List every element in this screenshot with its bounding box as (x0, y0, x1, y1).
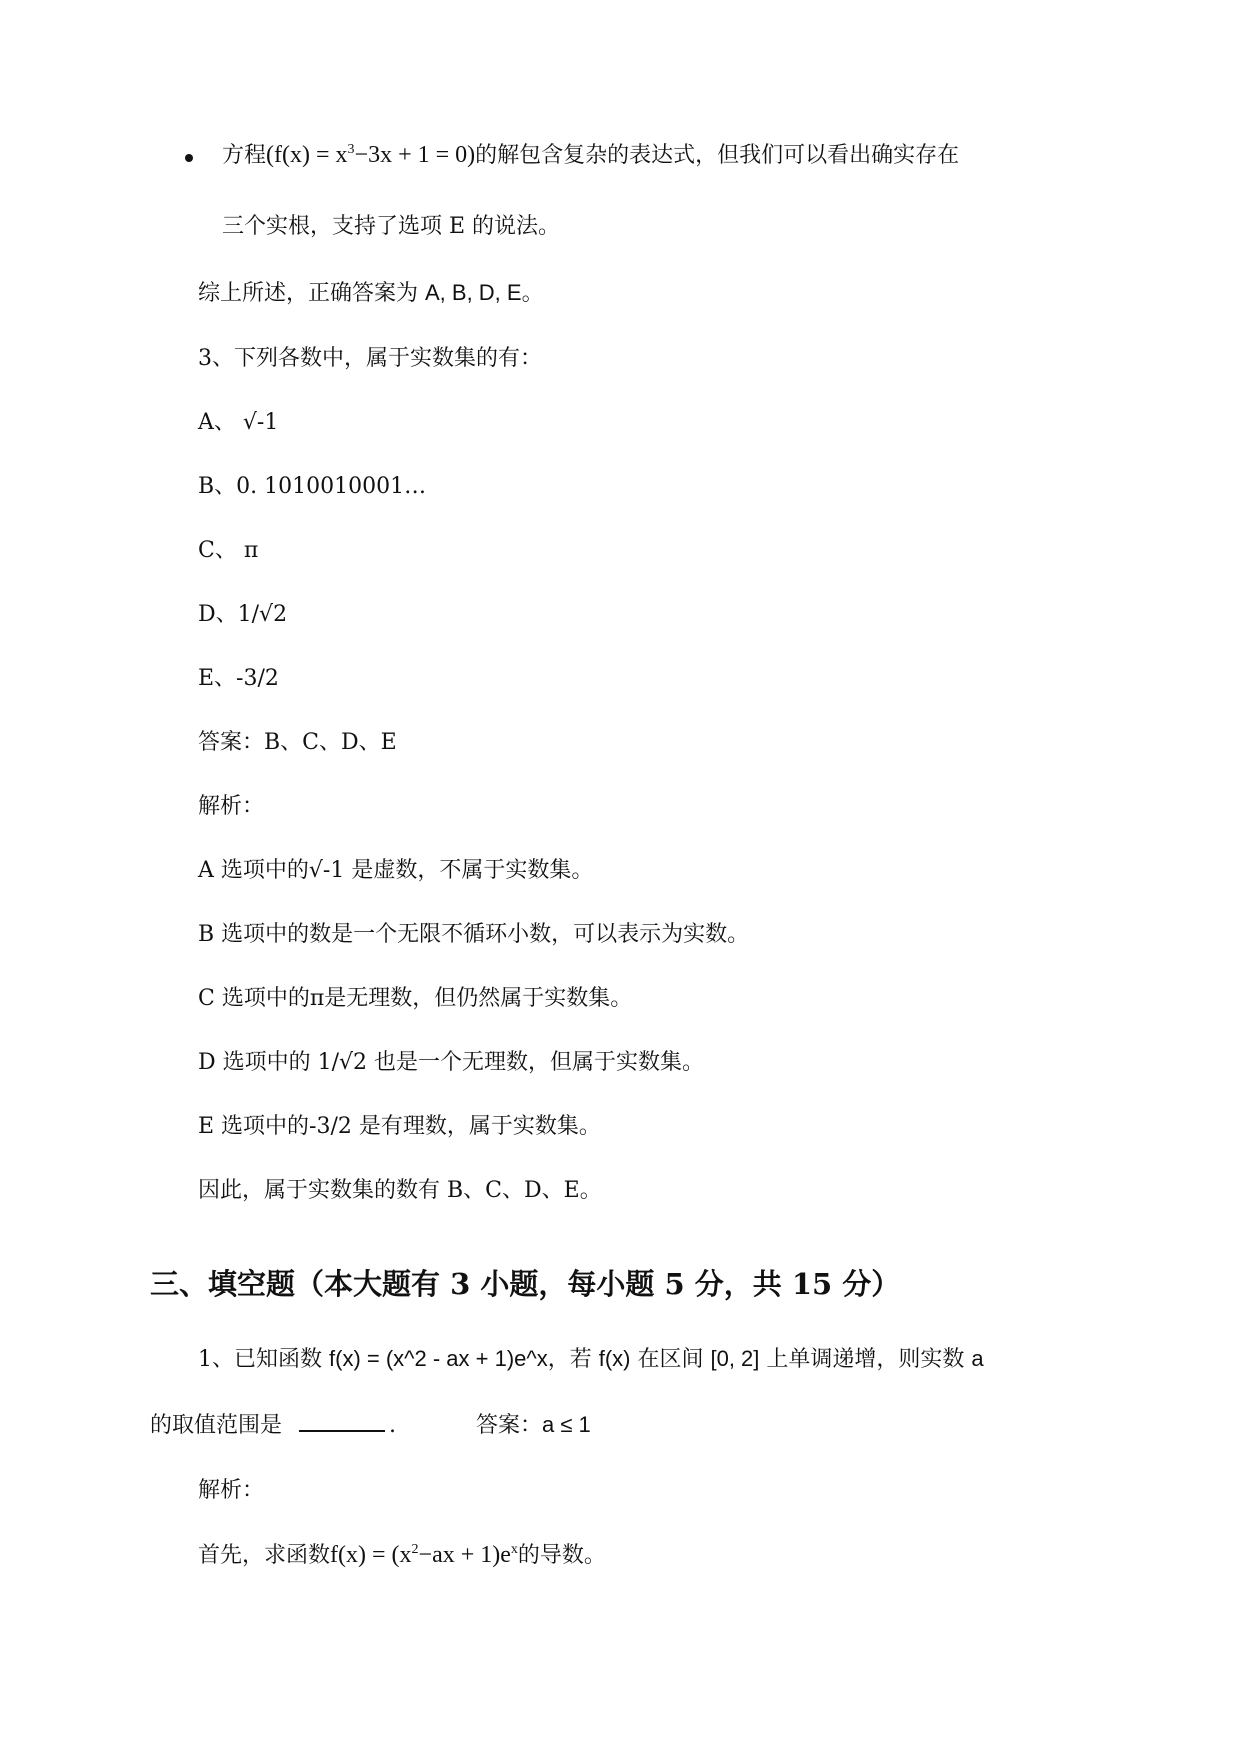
bullet-line-2: 三个实根，支持了选项 E 的说法。 (222, 214, 561, 239)
option-c: C、 π (198, 538, 259, 563)
question-3-analysis-label: 解析： (198, 794, 265, 819)
analysis-line-d: D 选项中的 1/√2 也是一个无理数，但属于实数集。 (198, 1050, 705, 1075)
section-heading: 三、填空题（本大题有 3 小题，每小题 5 分，共 15 分） (150, 1267, 901, 1301)
analysis-conclusion: 因此，属于实数集的数有 B、C、D、E。 (198, 1178, 602, 1203)
summary-line: 综上所述，正确答案为 A, B, D, E。 (198, 280, 544, 306)
option-b: B、0. 1010010001… (198, 474, 427, 499)
bullet-dot (185, 154, 193, 162)
cubic-equation: $(f(x) = x^3-3x + 1 = 0)$ (266, 142, 476, 168)
analysis-line-b: B 选项中的数是一个无限不循环小数，可以表示为实数。 (198, 922, 750, 947)
option-a: A、 √-1 (198, 410, 279, 435)
analysis-line-a: A 选项中的√-1 是虚数，不属于实数集。 (198, 858, 594, 883)
summary-answer: A, B, D, E (425, 280, 522, 305)
fill-question-1-line-1: 1、已知函数 f(x) = (x^2 - ax + 1)e^x，若 f(x) 在区间 [0, 2] 上单调递增，则实数 a (198, 1346, 984, 1372)
answer-blank (299, 1410, 385, 1432)
fill-question-1-step-1: 首先，求函数$f(x) = (x^2-ax + 1)e^x$的导数。 (198, 1542, 606, 1568)
interval: [0, 2] (710, 1346, 760, 1371)
analysis-line-c: C 选项中的π是无理数，但仍然属于实数集。 (198, 986, 633, 1011)
analysis-line-e: E 选项中的-3/2 是有理数，属于实数集。 (198, 1114, 601, 1139)
option-e: E、-3/2 (198, 666, 279, 691)
option-d: D、1/√2 (198, 602, 288, 627)
fill-question-1-analysis-label: 解析： (198, 1478, 265, 1503)
function-expression: f(x) = (x^2 - ax + 1)e^x (329, 1346, 548, 1371)
fill-question-1-line-2: 的取值范围是 . 答案：a ≤ 1 (150, 1412, 591, 1438)
question-3-stem: 3、下列各数中，属于实数集的有： (198, 346, 542, 371)
question-3-answer: 答案：B、C、D、E (198, 730, 397, 755)
bullet-line-1: 方程$(f(x) = x^3-3x + 1 = 0)$的解包含复杂的表达式，但我们可以看出确实存在 (222, 142, 960, 168)
fill-question-1-answer: a ≤ 1 (542, 1412, 591, 1437)
derivative-target-expression: $f(x) = (x^2-ax + 1)e^x$ (330, 1542, 518, 1568)
